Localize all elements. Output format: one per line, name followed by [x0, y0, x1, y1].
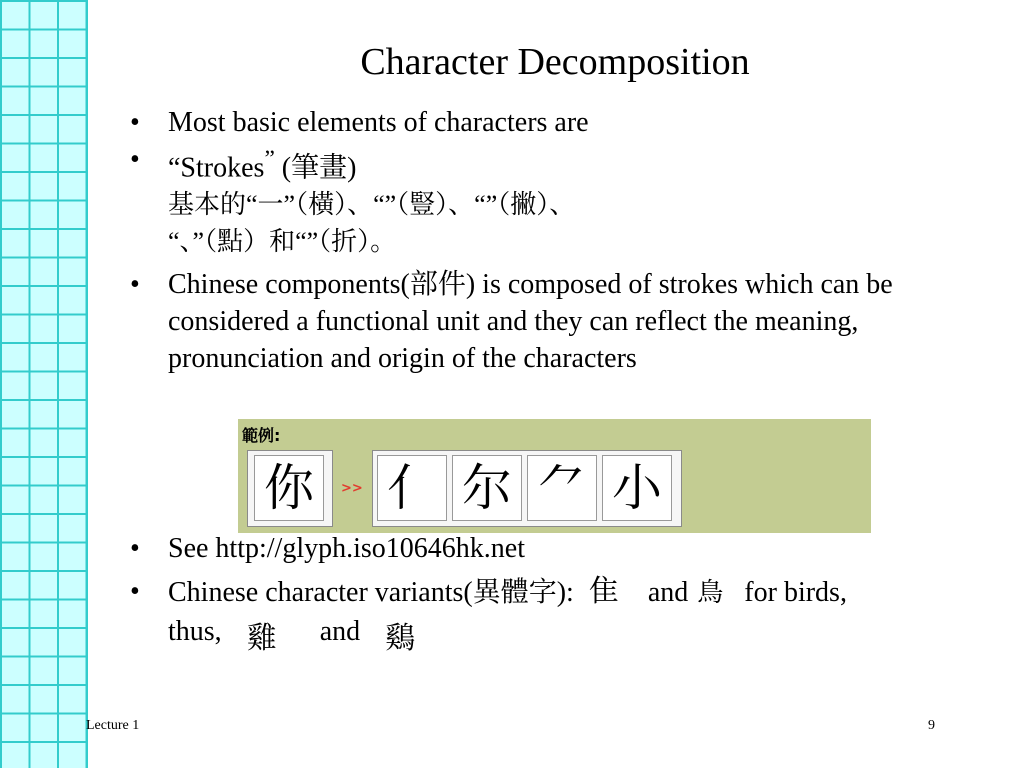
bullet-components: • Chinese components(部件) is composed of strokes which can be considered a functional unit and they can reflect the meaning, pronunciation and origin of the characters [130, 266, 980, 377]
part-character: 尔 [452, 455, 522, 521]
bullet-basic-elements: • Most basic elements of characters are [130, 104, 980, 141]
strokes-list-line2: “、”（點）和“”（折）。 [168, 227, 397, 257]
strokes-quote: ” [264, 146, 275, 172]
strokes-list-line1: 基本的“一”（橫）、“”（豎）、“”（撇）、 [168, 190, 576, 220]
source-box [247, 450, 333, 527]
decorative-grid [0, 0, 88, 768]
part-character: 小 [602, 455, 672, 521]
parts-box [372, 450, 682, 527]
slide-title: Character Decomposition [360, 41, 750, 83]
bullet-list [130, 104, 980, 377]
part-character: ⺈ [527, 455, 597, 521]
page-number: 9 [928, 718, 935, 733]
bullet-strokes [130, 141, 980, 186]
source-character: 你 [254, 455, 324, 521]
footer-lecture: Lecture 1 [86, 718, 140, 733]
part-character: 亻 [377, 455, 447, 521]
chicken-glyph-variant1: 雞 [246, 621, 277, 656]
bird-glyph-niao: 鳥 [697, 578, 724, 608]
arrow-icon: >> [341, 481, 363, 496]
decomposition-example [238, 419, 871, 533]
example-label: 範例: [242, 426, 281, 445]
strokes-zh: (筆畫) [281, 152, 357, 184]
bullet-variants: • Chinese character variants(異體字): 隹 and 鳥 for birds, thus, 雞 and 鷄 [130, 573, 980, 650]
bird-glyph-zhui: 隹 [588, 574, 619, 609]
bullet-list-lower [130, 530, 980, 656]
chicken-glyph-variant2: 鷄 [385, 621, 416, 656]
strokes-label: “Strokes [168, 152, 265, 184]
bullet-see-link: • See http://glyph.iso10646hk.net [130, 530, 980, 567]
